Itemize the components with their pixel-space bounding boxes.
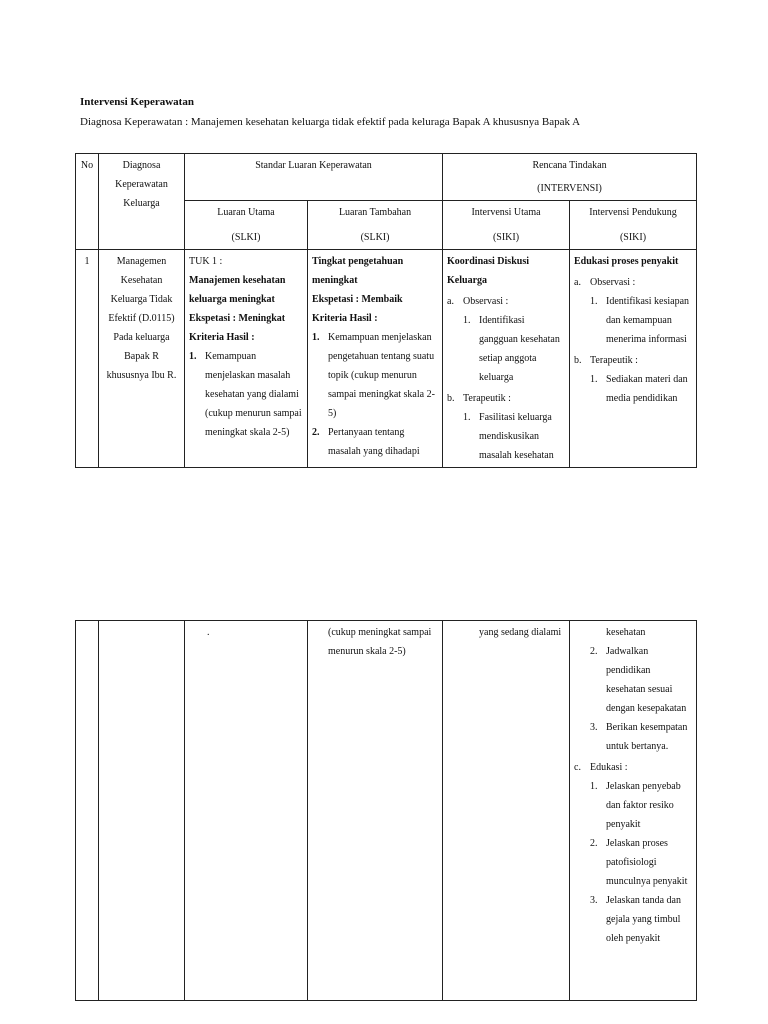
cell-diagnosa-empty	[99, 621, 185, 1001]
header-luaran-tambahan	[308, 201, 443, 250]
list-item	[312, 423, 438, 461]
header-diagnosa-line1: Diagnosa	[122, 160, 161, 171]
item-text: Jadwalkan pendidikan kesehatan sesuai dengan kesepakatan	[606, 646, 687, 714]
diagnosis-line: Diagnosa Keperawatan : Manajemen kesehatan keluarga tidak efektif pada keluraga Bapak A khususnya Bapak A	[80, 116, 581, 128]
item-number: 1.	[590, 374, 598, 385]
list-item	[463, 408, 565, 465]
section-label: Observasi :	[590, 277, 636, 288]
terapeutik-list	[447, 408, 565, 465]
header-luaran-utama	[185, 201, 308, 250]
section-label: Observasi :	[463, 296, 509, 307]
item-text: Sediakan materi dan media pendidikan	[606, 374, 688, 404]
item-number: 3.	[590, 895, 598, 906]
section-letter: a.	[574, 277, 581, 288]
item-text: Jelaskan proses patofisiologi munculnya penyakit	[606, 838, 688, 887]
cell-luaran-utama	[185, 250, 308, 468]
table-row-1	[76, 250, 697, 468]
header-no: No	[76, 154, 99, 250]
kriteria-label: Kriteria Hasil :	[312, 313, 378, 324]
item-text: Berikan kesempatan untuk bertanya.	[606, 722, 688, 752]
list-item	[590, 370, 692, 408]
header-diagnosa-line2: Keperawatan	[115, 179, 168, 190]
item-text: Jelaskan tanda dan gejala yang timbul oleh penyakit	[606, 895, 681, 944]
terapeutik-list-continued	[574, 642, 692, 756]
cell-no-empty	[76, 621, 99, 1001]
siki-label: (SIKI)	[619, 232, 647, 243]
kriteria-label: Kriteria Hasil :	[189, 332, 255, 343]
header-intervensi-utama	[443, 201, 570, 250]
observasi-list	[447, 311, 565, 387]
luaran-utama-title: Manajemen kesehatan keluarga meningkat	[189, 275, 286, 305]
continued-text: kesehatan	[606, 627, 646, 638]
section-letter: a.	[447, 296, 454, 307]
slki-label: (SLKI)	[360, 232, 390, 243]
intervensi-pendukung-title: Edukasi proses penyakit	[574, 256, 679, 267]
header-diagnosa-line3: Keluarga	[123, 198, 160, 209]
item-text: Kemampuan menjelaskan masalah kesehatan yang dialami (cukup menurun sampai meningkat skala 2-5)	[205, 351, 302, 438]
item-number: 2.	[590, 646, 598, 657]
list-item	[312, 328, 438, 423]
section-edukasi	[574, 758, 692, 777]
table-row-continued	[76, 621, 697, 1001]
section-observasi	[574, 273, 692, 292]
header-intervensi-label: (INTERVENSI)	[537, 183, 602, 194]
section-label: Terapeutik :	[463, 393, 511, 404]
item-text: Identifikasi kesiapan dan kemampuan menerima informasi	[606, 296, 690, 345]
cell-luaran-tambahan: (cukup meningkat sampai menurun skala 2-5)	[308, 621, 443, 1001]
cell-intervensi-pendukung	[570, 621, 697, 1001]
slki-label: (SLKI)	[231, 232, 261, 243]
ekspetasi-label: Ekspetasi : Meningkat	[189, 313, 286, 324]
tuk-label: TUK 1 :	[189, 256, 223, 267]
section-terapeutik	[574, 351, 692, 370]
luaran-tambahan-label: Luaran Tambahan	[338, 207, 412, 218]
kriteria-list	[312, 328, 438, 461]
section-label: Terapeutik :	[590, 355, 638, 366]
item-number: 2.	[312, 427, 320, 438]
item-text: Identifikasi gangguan kesehatan setiap anggota keluarga	[479, 315, 560, 383]
list-item	[590, 292, 692, 349]
cell-intervensi-pendukung	[570, 250, 697, 468]
item-number: 3.	[590, 722, 598, 733]
list-item	[590, 718, 692, 756]
cell-no: 1	[76, 250, 99, 468]
list-item	[590, 642, 692, 718]
list-item	[590, 777, 692, 834]
item-text: Jelaskan penyebab dan faktor resiko penyakit	[606, 781, 681, 830]
item-text: Fasilitasi keluarga mendiskusikan masalah kesehatan	[479, 412, 554, 461]
item-number: 1.	[189, 351, 197, 362]
list-item	[590, 891, 692, 948]
edukasi-list	[574, 777, 692, 948]
item-number: 2.	[590, 838, 598, 849]
list-item	[590, 834, 692, 891]
intervention-table-page1	[75, 153, 697, 468]
item-text: Pertanyaan tentang masalah yang dihadapi	[328, 427, 420, 457]
intervensi-utama-label: Intervensi Utama	[471, 207, 541, 218]
cell-diagnosa: Managemen Kesehatan Keluarga Tidak Efektif (D.0115) Pada keluarga Bapak R khususnya Ibu R.	[99, 250, 185, 468]
item-text: Kemampuan menjelaskan pengetahuan tentang suatu topik (cukup menurun sampai meningkat skala 2-5)	[328, 332, 435, 419]
cell-luaran-utama: .	[185, 621, 308, 1001]
item-number: 1.	[590, 781, 598, 792]
item-number: 1.	[463, 315, 471, 326]
section-label: Edukasi :	[590, 762, 628, 773]
header-rencana-tindakan	[443, 154, 697, 201]
intervensi-utama-title: Koordinasi Diskusi Keluarga	[447, 256, 529, 286]
list-item	[463, 311, 565, 387]
luaran-utama-label: Luaran Utama	[217, 207, 275, 218]
terapeutik-list	[574, 370, 692, 408]
header-row-1	[76, 154, 697, 201]
intervention-table-page2	[75, 620, 697, 1001]
section-terapeutik	[447, 389, 565, 408]
kriteria-list	[189, 347, 303, 442]
observasi-list	[574, 292, 692, 349]
ekspetasi-label: Ekspetasi : Membaik	[312, 294, 403, 305]
cell-luaran-tambahan	[308, 250, 443, 468]
section-letter: b.	[574, 355, 582, 366]
header-diagnosa	[99, 154, 185, 250]
header-rencana-label: Rencana Tindakan	[532, 160, 607, 171]
item-number: 1.	[590, 296, 598, 307]
intervensi-pendukung-label: Intervensi Pendukung	[589, 207, 677, 218]
section-observasi	[447, 292, 565, 311]
section-letter: c.	[574, 762, 581, 773]
list-item	[189, 347, 303, 442]
item-number: 1.	[463, 412, 471, 423]
header-intervensi-pendukung	[570, 201, 697, 250]
item-number: 1.	[312, 332, 320, 343]
luaran-tambahan-title: Tingkat pengetahuan meningkat	[312, 256, 404, 286]
header-standar-luaran: Standar Luaran Keperawatan	[185, 154, 443, 201]
section-letter: b.	[447, 393, 455, 404]
cell-intervensi-utama	[443, 250, 570, 468]
siki-label: (SIKI)	[492, 232, 520, 243]
document-title: Intervensi Keperawatan	[80, 96, 194, 108]
cell-intervensi-utama: yang sedang dialami	[443, 621, 570, 1001]
